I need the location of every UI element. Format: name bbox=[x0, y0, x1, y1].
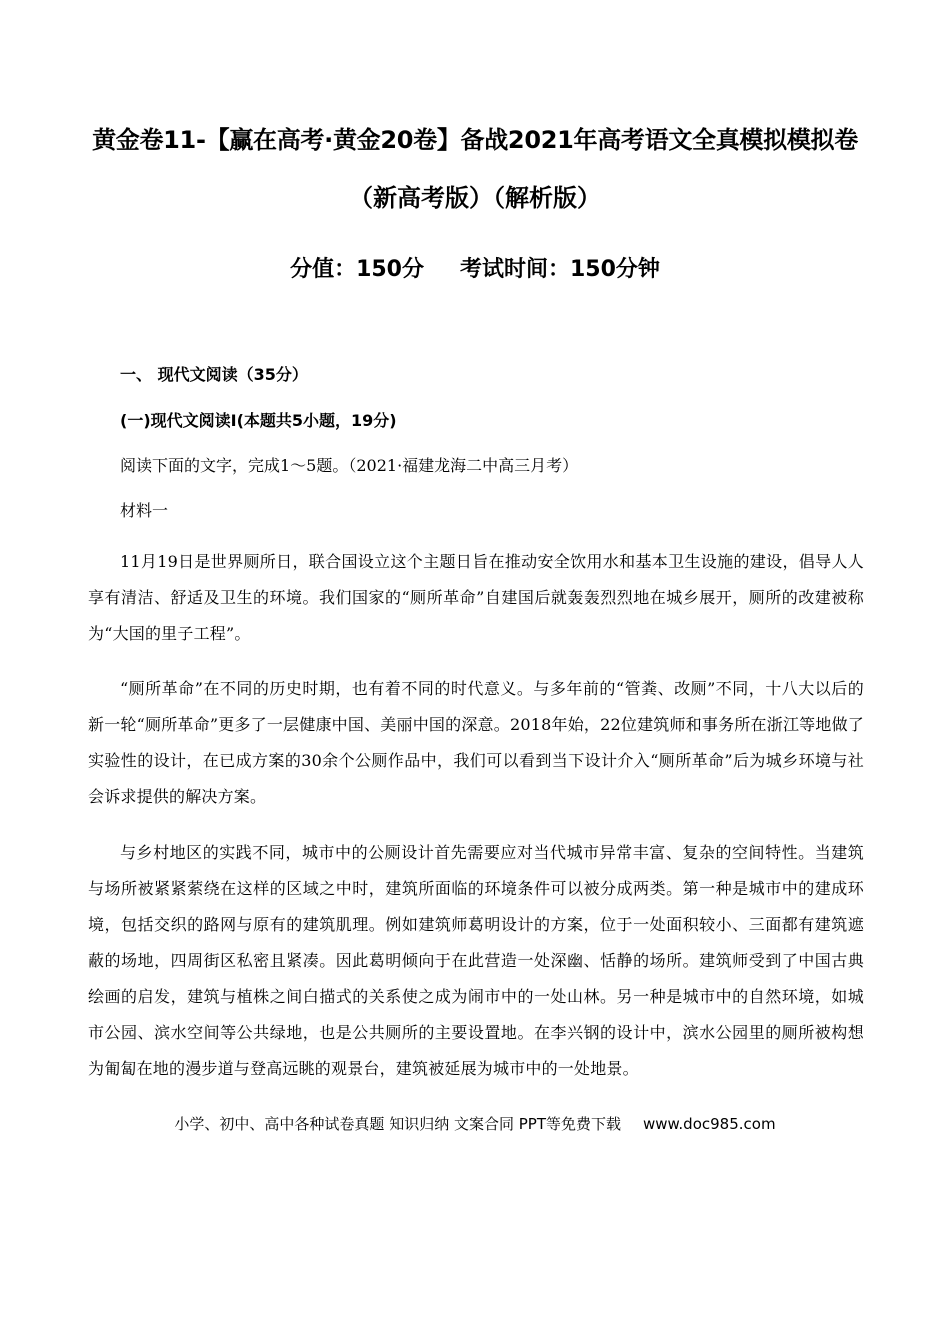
paragraph-3: 与乡村地区的实践不同，城市中的公厕设计首先需要应对当代城市异常丰富、复杂的空间特性。当建筑与场所被紧紧萦绕在这样的区域之中时，建筑所面临的环境条件可以被分成两类。第一种是城市中的建成环境，包括交织的路网与原有的建筑肌理。例如建筑师葛明设计的方案，位于一处面积较小、三面都有建筑遮蔽的场地，四周街区私密且紧凑。因此葛明倾向于在此营造一处深幽、恬静的场所。建筑师受到了中国古典绘画的启发，建筑与植株之间白描式的关系使之成为闹市中的一处山林。另一种是城市中的自然环境，如城市公园、滨水空间等公共绿地，也是公共厕所的主要设置地。在李兴钢的设计中，滨水公园里的厕所被构想为匍匐在地的漫步道与登高远眺的观景台，建筑被延展为城市中的一处地景。 bbox=[88, 843, 864, 1078]
page-footer bbox=[0, 1113, 950, 1134]
exam-meta bbox=[0, 252, 950, 283]
document-title-line2: （新高考版）（解析版） bbox=[349, 184, 601, 212]
material-label: 材料一 bbox=[120, 501, 169, 520]
footer-url[interactable]: www.doc985.com bbox=[642, 1115, 776, 1133]
section-heading: 一、 现代文阅读（35分） bbox=[120, 365, 308, 384]
reading-instruction: 阅读下面的文字，完成1～5题。（2021·福建龙海二中高三月考） bbox=[120, 456, 579, 475]
paragraph-2: “厕所革命”在不同的历史时期，也有着不同的时代意义。与多年前的“管粪、改厕”不同，十八大以后的新一轮“厕所革命”更多了一层健康中国、美丽中国的深意。2018年始，22位建筑师和事务所在浙江等地做了实验性的设计，在已成方案的30余个公厕作品中，我们可以看到当下设计介入“厕所革命”后为城乡环境与社会诉求提供的解决方案。 bbox=[88, 679, 864, 806]
document-title-line1: 黄金卷11-【赢在高考·黄金20卷】备战2021年高考语文全真模拟模拟卷 bbox=[92, 126, 858, 154]
exam-time: 考试时间：150分钟 bbox=[460, 257, 660, 282]
section-subheading: (一)现代文阅读Ⅰ(本题共5小题，19分) bbox=[120, 411, 397, 430]
exam-score: 分值：150分 bbox=[290, 257, 424, 282]
paragraph-1: 11月19日是世界厕所日，联合国设立这个主题日旨在推动安全饮用水和基本卫生设施的建设，倡导人人享有清洁、舒适及卫生的环境。我们国家的“厕所革命”自建国后就轰轰烈烈地在城乡展开，厕所的改建被称为“大国的里子工程”。 bbox=[88, 552, 864, 643]
footer-text: 小学、初中、高中各种试卷真题 知识归纳 文案合同 PPT等免费下载 bbox=[174, 1115, 621, 1133]
